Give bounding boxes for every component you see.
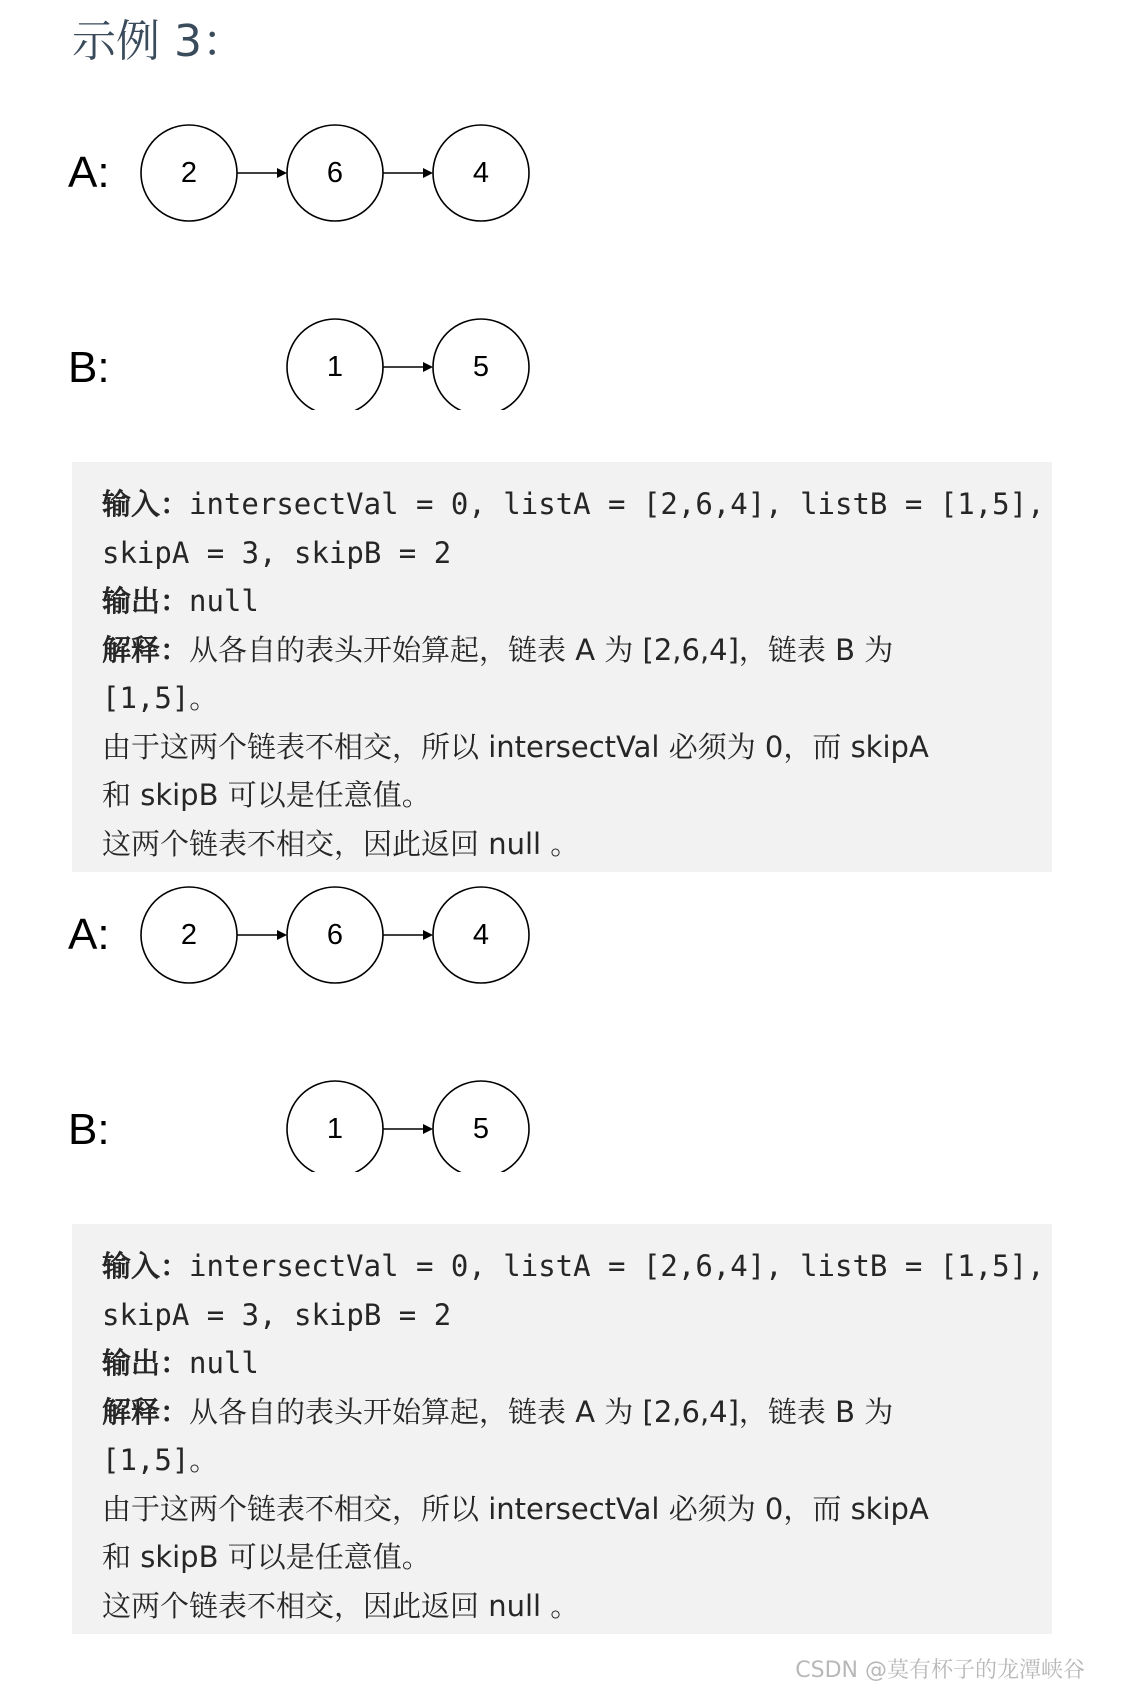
explain-line — [102, 1388, 1022, 1437]
output-label: 输出： — [102, 1346, 190, 1380]
output-label: 输出： — [102, 584, 190, 618]
input-line-2: skipA = 3, skipB = 2 — [102, 535, 452, 570]
input-value: intersectVal = 0, listA = [2,6,4], listB = [1,5], — [189, 487, 1045, 521]
input-line — [102, 480, 1045, 529]
explain-text-2: [1,5]。 — [102, 681, 219, 715]
linked-list-diagram-repeat — [0, 872, 600, 1172]
example-code-block — [72, 462, 1052, 872]
csdn-watermark: CSDN @莫有杯子的龙潭峡谷 — [795, 1658, 1085, 1683]
list-a-arrowhead-2 — [423, 930, 433, 940]
list-a-node-1-value: 2 — [180, 157, 198, 189]
output-line — [102, 577, 1022, 626]
explain-text-1: 从各自的表头开始算起，链表 A 为 [2,6,4]，链表 B 为 — [189, 1394, 894, 1429]
list-a-arrowhead-1 — [277, 168, 287, 178]
list-a-node-1-value: 2 — [180, 919, 198, 951]
input-line-2: skipA = 3, skipB = 2 — [102, 1297, 452, 1332]
list-b-node-2-value: 5 — [472, 351, 490, 383]
input-label: 输入： — [102, 487, 190, 521]
input-line — [102, 1242, 1045, 1291]
explain-text-5: 这两个链表不相交，因此返回 null 。 — [102, 1588, 580, 1623]
list-a-label: A: — [68, 148, 110, 197]
explain-text-2: [1,5]。 — [102, 1443, 219, 1477]
list-b-label: B: — [68, 343, 110, 392]
list-a-node-3-value: 4 — [472, 157, 490, 189]
explain-label: 解释： — [102, 1394, 190, 1429]
input-value: intersectVal = 0, listA = [2,6,4], listB = [1,5], — [189, 1249, 1045, 1283]
output-line — [102, 1339, 1022, 1388]
output-value: null — [189, 1346, 259, 1380]
list-b-arrowhead-1 — [423, 362, 433, 372]
explain-text-3: 由于这两个链表不相交，所以 intersectVal 必须为 0，而 skipA — [102, 1491, 929, 1526]
list-a-arrowhead-2 — [423, 168, 433, 178]
linked-list-diagram — [0, 110, 600, 410]
list-a-node-2-value: 6 — [326, 919, 344, 951]
explain-text-4: 和 skipB 可以是任意值。 — [102, 778, 431, 812]
list-b-node-2-value: 5 — [472, 1113, 490, 1145]
explain-text-5: 这两个链表不相交，因此返回 null 。 — [102, 826, 580, 861]
list-a-node-2-value: 6 — [326, 157, 344, 189]
output-value: null — [189, 584, 259, 618]
list-b-arrowhead-1 — [423, 1124, 433, 1134]
list-a-label: A: — [68, 910, 110, 959]
explain-text-1: 从各自的表头开始算起，链表 A 为 [2,6,4]，链表 B 为 — [189, 632, 894, 667]
explain-text-4: 和 skipB 可以是任意值。 — [102, 1540, 431, 1574]
list-a-arrowhead-1 — [277, 930, 287, 940]
explain-text-3: 由于这两个链表不相交，所以 intersectVal 必须为 0，而 skipA — [102, 729, 929, 764]
list-b-node-1-value: 1 — [326, 351, 344, 383]
input-label: 输入： — [102, 1249, 190, 1283]
list-b-label: B: — [68, 1105, 110, 1154]
explain-label: 解释： — [102, 632, 190, 667]
example-heading: 示例 3： — [72, 16, 246, 67]
list-a-node-3-value: 4 — [472, 919, 490, 951]
example-code-block-repeat — [72, 1224, 1052, 1634]
list-b-node-1-value: 1 — [326, 1113, 344, 1145]
explain-line — [102, 626, 1022, 675]
